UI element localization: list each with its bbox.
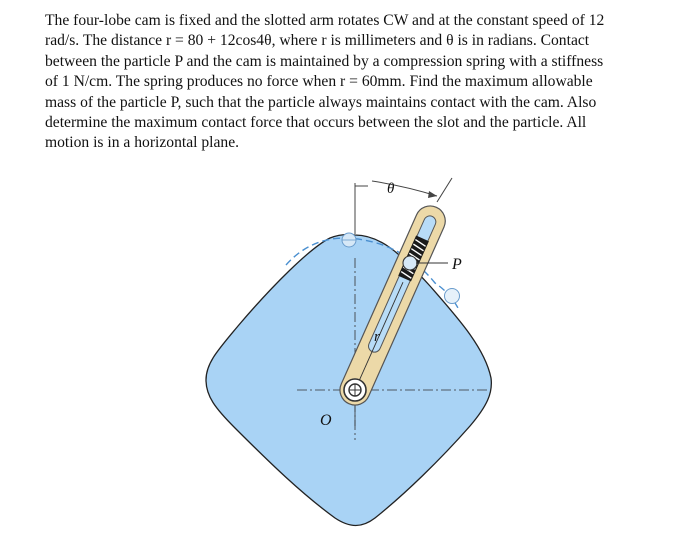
arm-axis-extension xyxy=(437,178,452,202)
ghost-particle-top xyxy=(342,233,356,247)
radius-label: r xyxy=(374,329,380,345)
problem-line: determine the maximum contact force that occurs between the slot and the particle. All xyxy=(45,114,587,132)
theta-label: θ xyxy=(387,181,395,197)
origin-label: O xyxy=(320,412,332,429)
theta-arc xyxy=(372,181,437,196)
problem-line: mass of the particle P, such that the particle always maintains contact with the cam. Also xyxy=(45,93,597,111)
particle-label: P xyxy=(452,256,462,273)
problem-line: between the particle P and the cam is maintained by a compression spring with a stiffness xyxy=(45,52,604,70)
problem-line: rad/s. The distance r = 80 + 12cos4θ, where r is millimeters and θ is in radians. Contact xyxy=(45,32,590,50)
problem-line: motion is in a horizontal plane. xyxy=(45,134,240,152)
theta-arrowhead xyxy=(428,191,437,198)
problem-statement xyxy=(45,11,680,154)
particle-P xyxy=(403,256,417,270)
problem-line: of 1 N/cm. The spring produces no force when r = 60mm. Find the maximum allowable xyxy=(45,73,593,91)
ghost-particle-right xyxy=(445,289,460,304)
pivot-O xyxy=(344,379,366,401)
cam-figure xyxy=(190,168,510,543)
problem-line: The four-lobe cam is fixed and the slotted arm rotates CW and at the constant speed of 12 xyxy=(45,12,605,29)
